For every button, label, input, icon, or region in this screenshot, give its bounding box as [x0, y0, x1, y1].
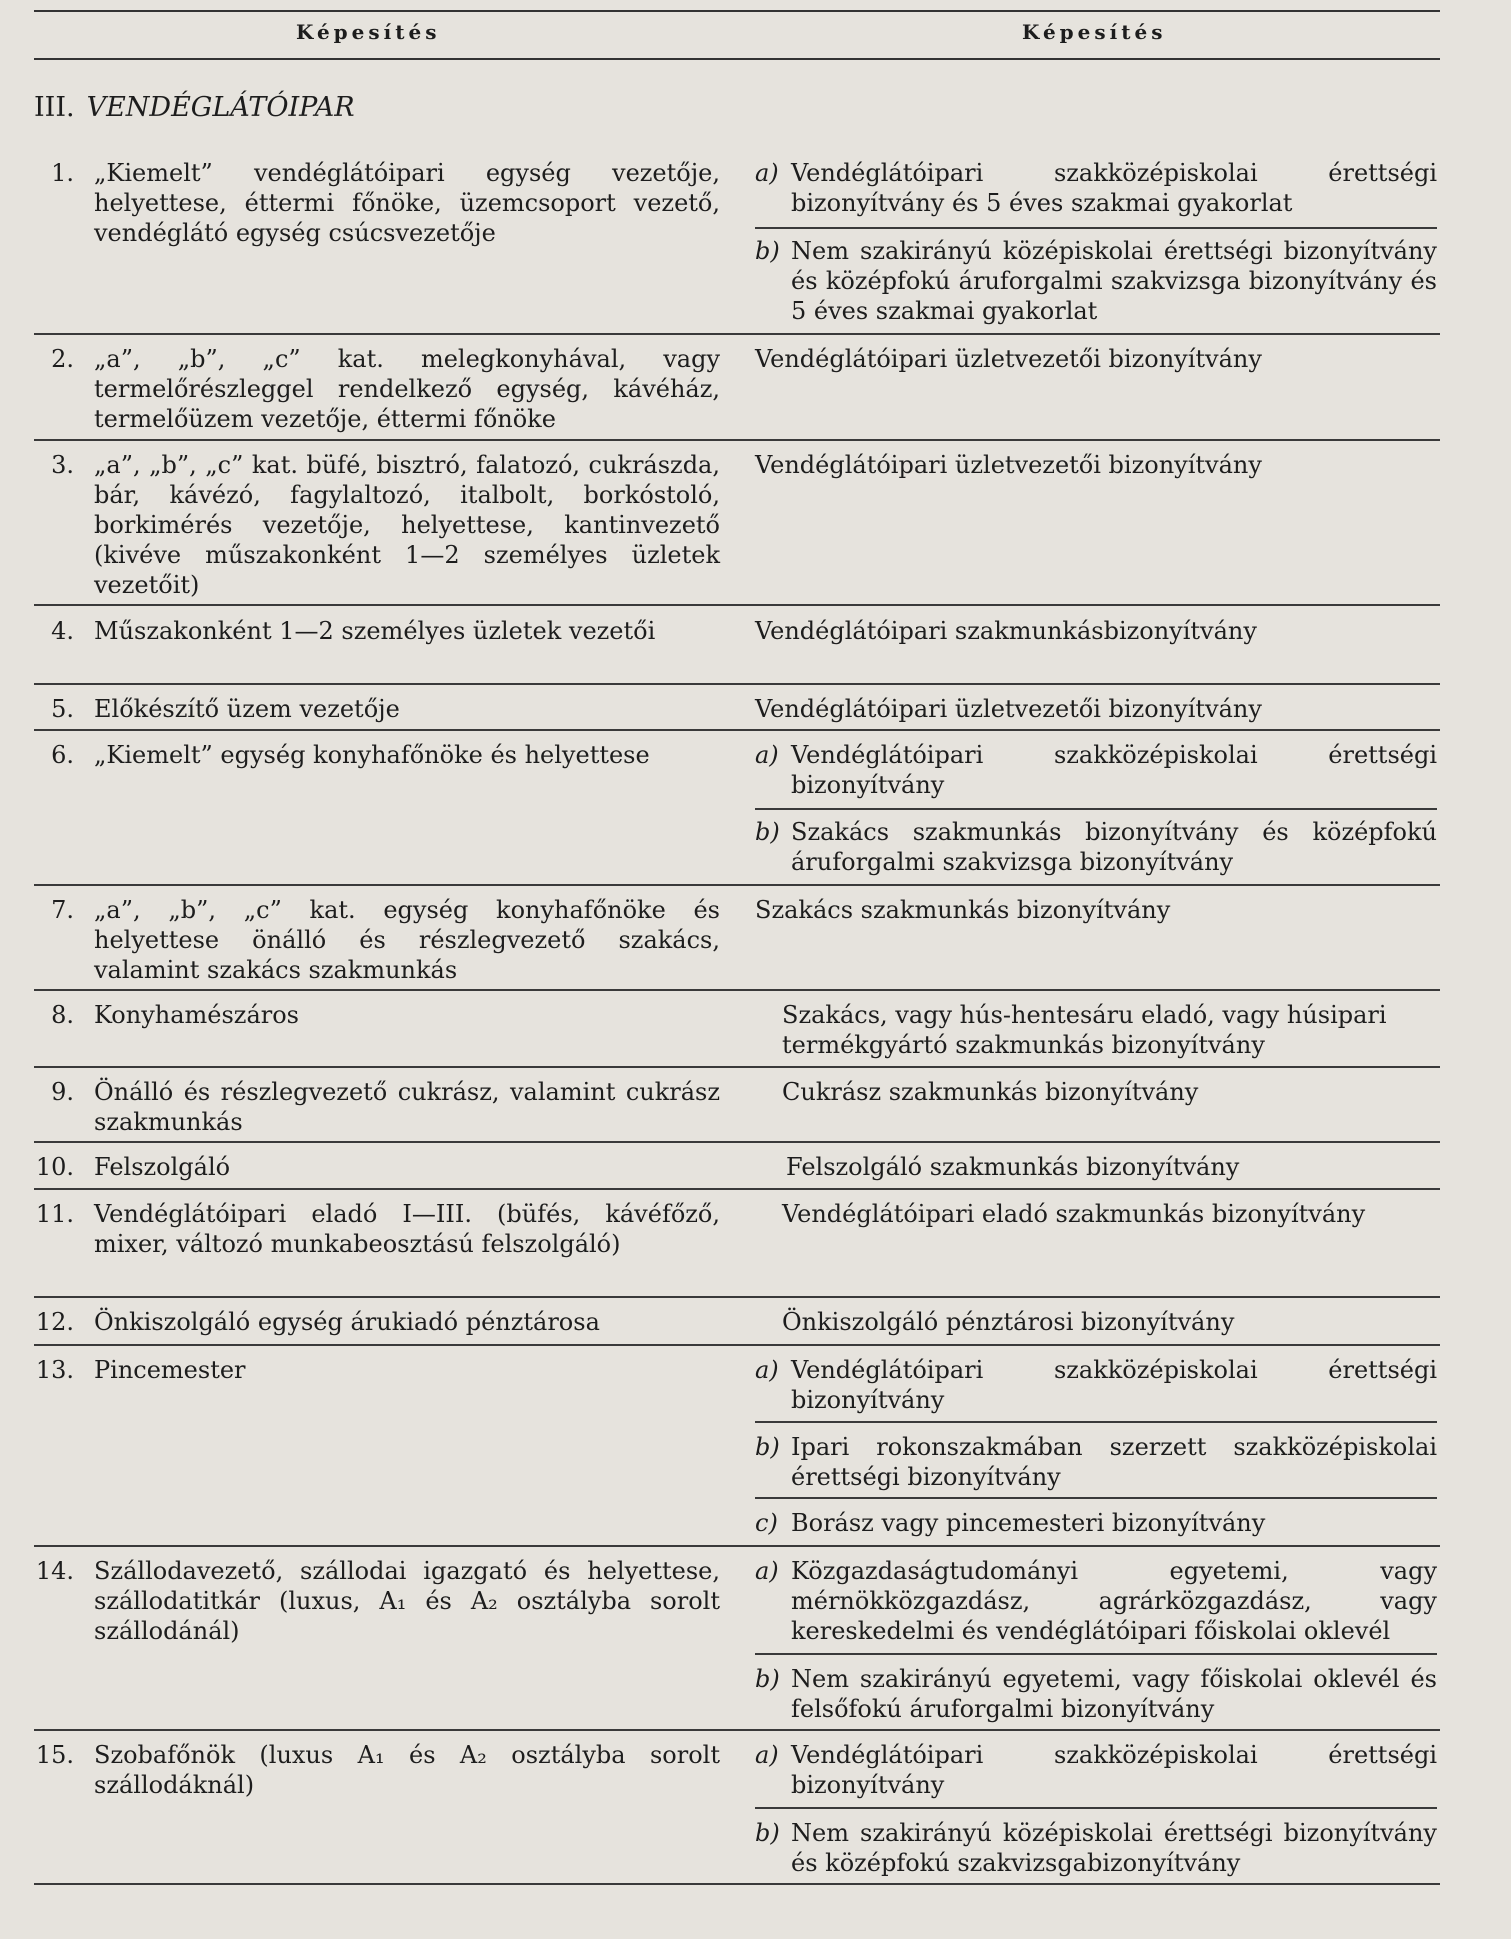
qualification-cell: Vendéglátóipari üzletvezetői bizonyítvány [755, 345, 1262, 373]
qualification-option [755, 740, 1437, 800]
row-number: 3. [51, 451, 74, 479]
option-text: Vendéglátóipari szakközépiskolai érettségi bizonyítvány [791, 741, 1437, 799]
position-cell: „a”, „b”, „c” kat. egység konyhafőnöke és helyettese önálló és részlegvezető szakács, valamint szakács szakmunkás [94, 896, 720, 984]
qualification-option [755, 817, 1437, 877]
row-number: 14. [35, 1557, 74, 1585]
option-letter: a) [755, 159, 779, 187]
qualification-option [755, 1355, 1437, 1415]
divider [34, 1729, 1440, 1731]
qualification-cell: Felszolgáló szakmunkás bizonyítvány [786, 1153, 1240, 1181]
option-text: Nem szakirányú középiskolai érettségi bizonyítvány és középfokú szakvizsgabizonyítvány [791, 1819, 1437, 1877]
qualification-cell [755, 1556, 1437, 1646]
position-cell: Felszolgáló [94, 1153, 231, 1181]
qualification-cell [755, 158, 1437, 218]
row-number: 5. [51, 695, 74, 723]
row-number: 11. [35, 1200, 74, 1228]
section-title [34, 92, 355, 123]
divider [34, 729, 1440, 731]
option-text: Közgazdaságtudományi egyetemi, vagy mérnökközgazdász, agrárközgazdász, vagy kereskedelmi és vendéglátóipari főiskolai oklevél [791, 1557, 1437, 1645]
qualification-cell: Szakács, vagy hús-hentesáru eladó, vagy húsipari termékgyártó szakmunkás bizonyítvány [782, 1001, 1387, 1059]
qualification-cell: Vendéglátóipari szakmunkásbizonyítvány [755, 617, 1257, 645]
qualification-cell: Szakács szakmunkás bizonyítvány [755, 896, 1171, 924]
option-letter: a) [755, 741, 779, 769]
position-cell: Önkiszolgáló egység árukiadó pénztárosa [94, 1308, 600, 1336]
divider [34, 604, 1440, 606]
row-number: 13. [35, 1356, 74, 1384]
position-cell: Műszakonként 1—2 személyes üzletek vezetői [94, 617, 656, 645]
header-right: Képesítés [1022, 20, 1167, 44]
qualification-cell [755, 817, 1437, 877]
qualification-cell [755, 1355, 1437, 1415]
qualification-cell [755, 1740, 1437, 1800]
qualification-cell [755, 1508, 1437, 1538]
position-cell: Önálló és részlegvezető cukrász, valamint cukrász szakmunkás [94, 1078, 720, 1136]
header-left: Képesítés [296, 20, 441, 44]
divider [34, 1066, 1440, 1068]
qualification-cell: Vendéglátóipari eladó szakmunkás bizonyítvány [782, 1200, 1366, 1228]
divider [755, 227, 1437, 229]
option-letter: b) [755, 1819, 780, 1847]
divider [755, 808, 1437, 810]
qualification-option [755, 158, 1437, 218]
divider [755, 1807, 1437, 1809]
table-header [34, 10, 1440, 60]
divider [34, 1545, 1440, 1547]
qualification-cell [755, 1432, 1437, 1492]
row-number: 15. [35, 1741, 74, 1769]
position-cell: „Kiemelt” egység konyhafőnöke és helyettese [94, 741, 650, 769]
position-cell: Szobafőnök (luxus A₁ és A₂ osztályba sorolt szállodáknál) [94, 1741, 720, 1799]
position-cell: Előkészítő üzem vezetője [94, 695, 400, 723]
option-letter: c) [755, 1509, 778, 1537]
divider [34, 683, 1440, 685]
divider [34, 1188, 1440, 1190]
divider [34, 439, 1440, 441]
option-letter: b) [755, 1433, 780, 1461]
divider [755, 1497, 1437, 1499]
option-text: Vendéglátóipari szakközépiskolai érettségi bizonyítvány [791, 1741, 1437, 1799]
row-number: 6. [51, 741, 74, 769]
row-number: 4. [51, 617, 74, 645]
divider [34, 1296, 1440, 1298]
divider [755, 1421, 1437, 1423]
section-name: VENDÉGLÁTÓIPAR [86, 92, 355, 123]
qualification-option [755, 1556, 1437, 1646]
section-number: III. [34, 92, 75, 123]
qualification-cell: Vendéglátóipari üzletvezetői bizonyítvány [755, 451, 1262, 479]
qualification-option [755, 1508, 1437, 1538]
row-number: 1. [51, 159, 74, 187]
option-letter: a) [755, 1741, 779, 1769]
option-text: Nem szakirányú középiskolai érettségi bizonyítvány és középfokú áruforgalmi szakvizsga bizonyítvány és 5 éves szakmai gyakorlat [791, 237, 1437, 325]
option-text: Borász vagy pincemesteri bizonyítvány [791, 1509, 1266, 1537]
option-text: Szakács szakmunkás bizonyítvány és középfokú áruforgalmi szakvizsga bizonyítvány [791, 818, 1437, 876]
row-number: 10. [35, 1153, 74, 1181]
qualification-cell [755, 740, 1437, 800]
position-cell: Konyhamészáros [94, 1001, 299, 1029]
position-cell: „a”, „b”, „c” kat. büfé, bisztró, falatozó, cukrászda, bár, kávézó, fagylaltozó, italbolt, borkóstoló, borkimérés vezetője, helyettese, kantinvezető (kivéve műszakonként 1—2 személyes üzletek vezetőit) [94, 451, 720, 599]
qualification-option [755, 236, 1437, 326]
qualification-cell: Cukrász szakmunkás bizonyítvány [782, 1078, 1199, 1106]
row-number: 12. [35, 1308, 74, 1336]
row-number: 7. [51, 896, 74, 924]
qualification-cell [755, 1664, 1437, 1724]
option-text: Nem szakirányú egyetemi, vagy főiskolai oklevél és felsőfokú áruforgalmi bizonyítvány [791, 1665, 1437, 1723]
option-letter: b) [755, 1665, 780, 1693]
qualification-cell [755, 1818, 1437, 1878]
position-cell: Vendéglátóipari eladó I—III. (büfés, kávéfőző, mixer, változó munkabeosztású felszolgáló) [94, 1200, 720, 1258]
divider [34, 333, 1440, 335]
option-letter: b) [755, 237, 780, 265]
option-text: Vendéglátóipari szakközépiskolai érettségi bizonyítvány [791, 1356, 1437, 1414]
option-text: Ipari rokonszakmában szerzett szakközépiskolai érettségi bizonyítvány [791, 1433, 1437, 1491]
qualification-option [755, 1432, 1437, 1492]
divider [755, 1653, 1437, 1655]
position-cell: Szállodavezető, szállodai igazgató és helyettese, szállodatitkár (luxus, A₁ és A₂ osztályba sorolt szállodánál) [94, 1557, 720, 1645]
divider [34, 1344, 1440, 1346]
option-letter: a) [755, 1557, 779, 1585]
position-cell: Pincemester [94, 1356, 246, 1384]
qualification-cell: Vendéglátóipari üzletvezetői bizonyítvány [755, 695, 1262, 723]
qualification-option [755, 1818, 1437, 1878]
divider [34, 884, 1440, 886]
row-number: 9. [51, 1078, 74, 1106]
option-text: Vendéglátóipari szakközépiskolai érettségi bizonyítvány és 5 éves szakmai gyakorlat [791, 159, 1437, 217]
divider [34, 1141, 1440, 1143]
qualification-option [755, 1664, 1437, 1724]
row-number: 8. [51, 1001, 74, 1029]
row-number: 2. [51, 345, 74, 373]
option-letter: b) [755, 818, 780, 846]
divider [34, 989, 1440, 991]
qualification-cell [755, 236, 1437, 326]
position-cell: „a”, „b”, „c” kat. melegkonyhával, vagy termelőrészleggel rendelkező egység, kávéház, termelőüzem vezetője, éttermi főnöke [94, 345, 720, 433]
qualification-option [755, 1740, 1437, 1800]
option-letter: a) [755, 1356, 779, 1384]
divider [34, 1883, 1440, 1885]
position-cell: „Kiemelt” vendéglátóipari egység vezetője, helyettese, éttermi főnöke, üzemcsoport vezető, vendéglátó egység csúcsvezetője [94, 159, 720, 247]
qualification-cell: Önkiszolgáló pénztárosi bizonyítvány [782, 1308, 1235, 1336]
